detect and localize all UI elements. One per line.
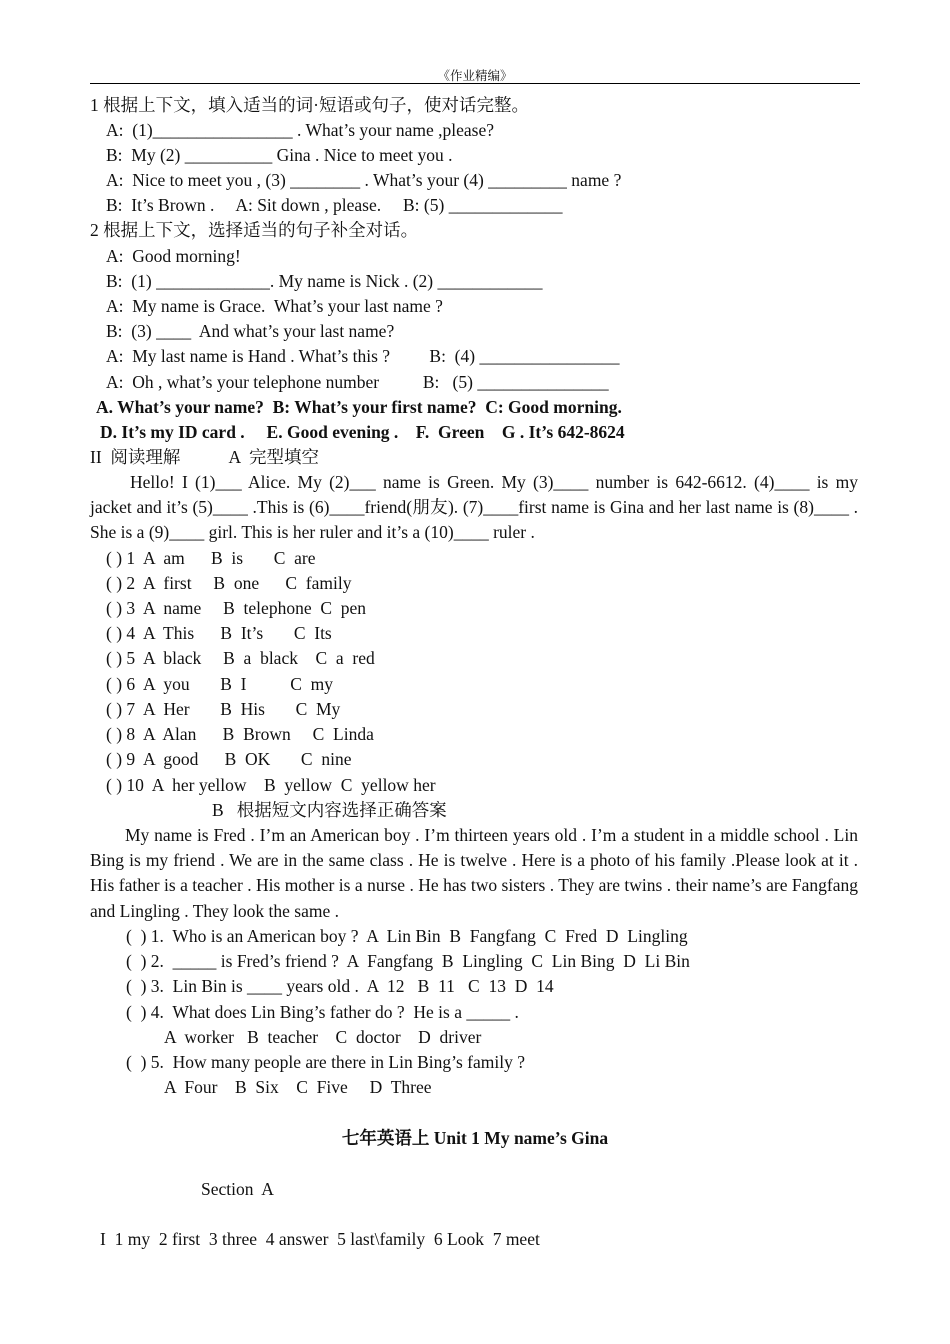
- cloze-question: ( ) 6 A you B I C my: [106, 674, 334, 694]
- s2-line: B: (3) ____ And what’s your last name?: [106, 321, 395, 341]
- header-rule: [90, 83, 860, 84]
- cloze-question: ( ) 10 A her yellow B yellow C yellow her: [106, 775, 436, 795]
- s1-line: A: (1)________________ . What’s your name ,please?: [106, 120, 494, 140]
- answers-title: 七年英语上 Unit 1 My name’s Gina: [341, 1128, 609, 1148]
- s2-line: B: (1) _____________. My name is Nick . (2) ____________: [106, 271, 543, 291]
- answers-section: Section A: [201, 1179, 274, 1199]
- s2-options: A. What’s your name? B: What’s your first name? C: Good morning.: [96, 397, 622, 417]
- s1-line: A: Nice to meet you , (3) ________ . What’s your (4) _________ name ?: [106, 170, 622, 190]
- reading-question: ( ) 5. How many people are there in Lin Bing’s family ?: [126, 1052, 525, 1072]
- s2-line: A: My last name is Hand . What’s this ? B: (4) ________________: [106, 346, 620, 366]
- section-2-title: 2 根据上下文，选择适当的句子补全对话。: [90, 220, 419, 240]
- reading-question: ( ) 1. Who is an American boy ? A Lin Bin B Fangfang C Fred D Lingling: [126, 926, 688, 946]
- reading-passage: My name is Fred . I’m an American boy . I’m thirteen years old . I’m a student in a middle school . Lin Bing is my friend . We are in the same class . He is twelve . Here is a photo of his family .Please look at it . His father is a teacher . His mother is a nurse . He has two sisters . They are twins . their name’s are Fangfang and Lingling . They look the same .: [90, 825, 858, 921]
- s2-options: D. It’s my ID card . E. Good evening . F. Green G . It’s 642-8624: [100, 422, 625, 442]
- page-header: 《作业精编》: [437, 69, 513, 83]
- answers-line: I 1 my 2 first 3 three 4 answer 5 last\family 6 Look 7 meet: [100, 1229, 540, 1249]
- reading-options: A worker B teacher C doctor D driver: [164, 1027, 482, 1047]
- s2-line: A: Good morning!: [106, 246, 241, 266]
- s1-line: B: My (2) __________ Gina . Nice to meet you .: [106, 145, 453, 165]
- cloze-question: ( ) 3 A name B telephone C pen: [106, 598, 367, 618]
- s2-line: A: My name is Grace. What’s your last name ?: [106, 296, 443, 316]
- section-4-title: B 根据短文内容选择正确答案: [212, 800, 447, 820]
- cloze-question: ( ) 9 A good B OK C nine: [106, 749, 352, 769]
- reading-question: ( ) 4. What does Lin Bing’s father do ? He is a _____ .: [126, 1002, 519, 1022]
- s1-line: B: It’s Brown . A: Sit down , please. B: (5) _____________: [106, 195, 563, 215]
- section-1-title: 1 根据上下文，填入适当的词·短语或句子，使对话完整。: [90, 95, 529, 115]
- cloze-question: ( ) 4 A This B It’s C Its: [106, 623, 332, 643]
- cloze-question: ( ) 7 A Her B His C My: [106, 699, 341, 719]
- cloze-question: ( ) 8 A Alan B Brown C Linda: [106, 724, 374, 744]
- cloze-passage: Hello! I (1)___ Alice. My (2)___ name is Green. My (3)____ number is 642-6612. (4)____ is my jacket and it’s (5)____ .This is (6)____friend(朋友). (7)____first name is Gina and her last name is (8)____ . She is a (9)____ girl. This is her ruler and it’s a (10)____ ruler .: [90, 472, 858, 543]
- section-3-title: II 阅读理解 A 完型填空: [90, 447, 319, 467]
- reading-question: ( ) 3. Lin Bin is ____ years old . A 12 B 11 C 13 D 14: [126, 976, 554, 996]
- reading-options: A Four B Six C Five D Three: [164, 1077, 432, 1097]
- s2-line: A: Oh , what’s your telephone number B: (5) _______________: [106, 372, 609, 392]
- cloze-question: ( ) 5 A black B a black C a red: [106, 648, 375, 668]
- reading-question: ( ) 2. _____ is Fred’s friend ? A Fangfang B Lingling C Lin Bing D Li Bin: [126, 951, 690, 971]
- cloze-question: ( ) 2 A first B one C family: [106, 573, 352, 593]
- cloze-question: ( ) 1 A am B is C are: [106, 548, 316, 568]
